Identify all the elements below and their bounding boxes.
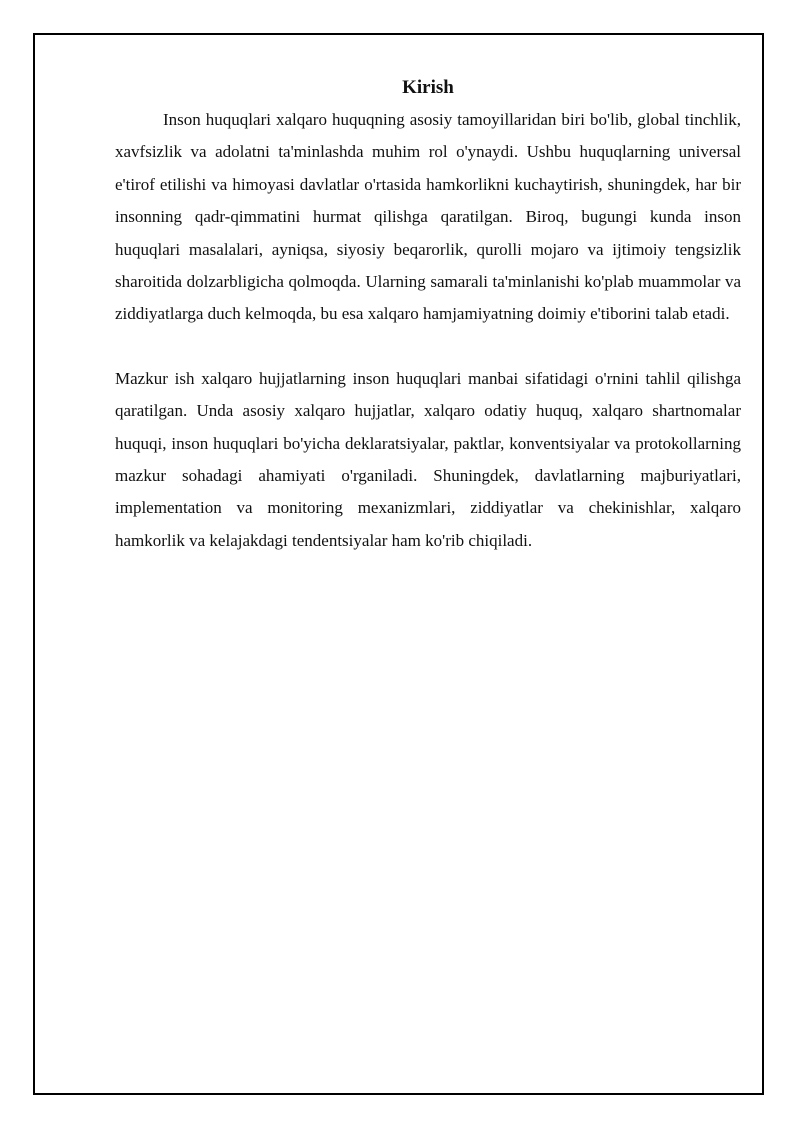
- paragraph-spacer: [115, 331, 741, 363]
- intro-paragraph-1: Inson huquqlari xalqaro huquqning asosiy tamoyillaridan biri bo'lib, global tinchlik, xavfsizlik va adolatni ta'minlashda muhim rol o'ynaydi. Ushbu huquqlarning universal e'tirof etilishi va himoyasi davlatlar o'rtasida hamkorlikni kuchaytirish, shuningdek, har bir insonning qadr-qimmatini hurmat qilishga qaratilgan. Biroq, bugungi kunda inson huquqlari masalalari, ayniqsa, siyosiy beqarorlik, qurolli mojaro va ijtimoiy tengsizlik sharoitida dolzarbligicha qolmoqda. Ularning samarali ta'minlanishi ko'plab muammolar va ziddiyatlarga duch kelmoqda, bu esa xalqaro hamjamiyatning doimiy e'tiborini talab etadi.: [115, 110, 741, 324]
- intro-paragraph-2: Mazkur ish xalqaro hujjatlarning inson huquqlari manbai sifatidagi o'rnini tahlil qilishga qaratilgan. Unda asosiy xalqaro hujjatlar, xalqaro odatiy huquq, xalqaro shartnomalar huquqi, inson huquqlari bo'yicha deklaratsiyalar, paktlar, konventsiyalar va protokollarning mazkur sohadagi ahamiyati o'rganiladi. Shuningdek, davlatlarning majburiyatlari, implementation va monitoring mexanizmlari, ziddiyatlar va chekinishlar, xalqaro hamkorlik va kelajakdagi tendentsiyalar ham ko'rib chiqiladi.: [115, 368, 741, 550]
- page-title: Kirish: [402, 77, 454, 98]
- document-body: [115, 74, 741, 557]
